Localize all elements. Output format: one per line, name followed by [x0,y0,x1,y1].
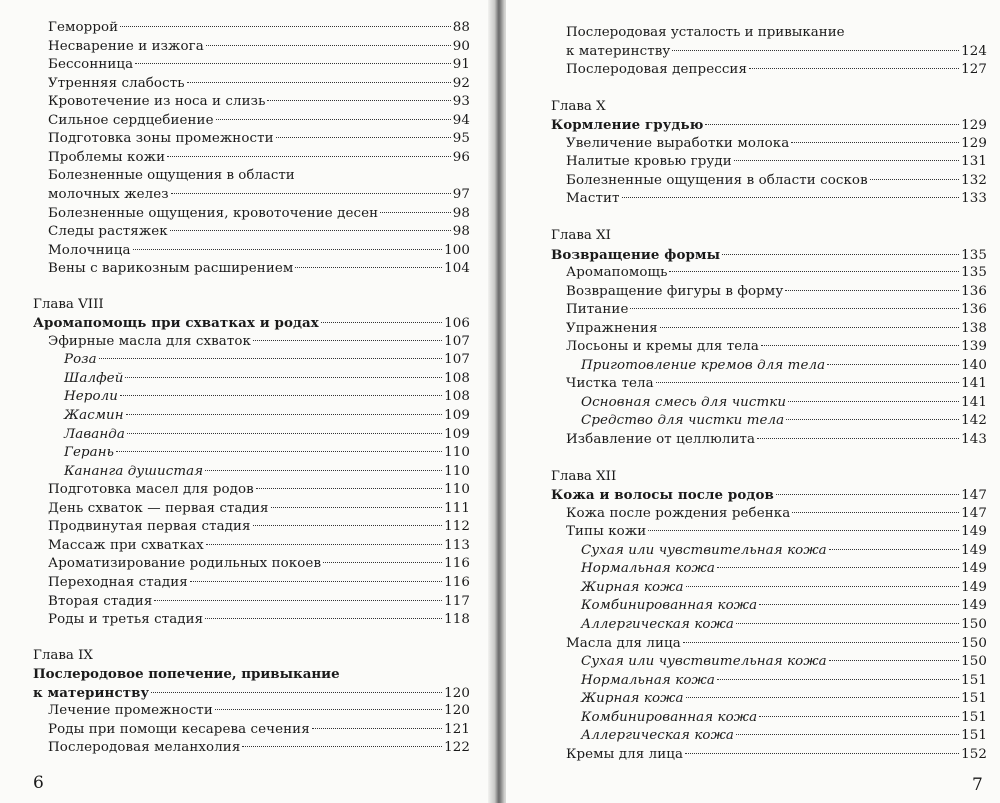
dot-leader [205,618,442,619]
dot-leader [736,734,959,735]
dot-leader [267,100,450,101]
left-page [0,0,494,803]
toc-page-number: 109 [444,408,470,423]
dot-leader [171,193,451,194]
toc-page-number: 135 [961,247,987,263]
toc-title: Нормальная кожа [581,561,715,577]
toc-title: молочных желез [48,186,169,202]
toc-page-number: 110 [444,482,470,498]
dot-leader [312,728,442,729]
dot-leader [125,377,442,378]
toc-page-number: 94 [452,112,470,128]
toc-title: Возвращение формы [551,246,721,263]
toc-page-number: 90 [452,38,470,54]
toc-title: Приготовление кремов для тела [581,357,826,373]
dot-leader [190,581,442,582]
toc-title: Кормление грудью [551,117,704,134]
dot-leader [256,488,442,489]
toc-entry [48,242,470,260]
toc-title: Возвращение фигуры в форму [566,283,784,299]
dot-leader [683,642,959,643]
toc-page-number: 106 [444,316,470,332]
dot-leader [786,419,959,420]
toc-subentry [64,388,470,406]
toc-page-number: 120 [444,703,470,719]
toc-entry [48,537,470,555]
toc-title: Болезненные ощущения, кровоточение десен [48,205,379,221]
toc-page-number: 147 [961,505,987,521]
dot-leader [120,26,451,27]
toc-section [551,246,987,264]
toc-section [33,684,470,702]
toc-page-number: 117 [444,593,470,609]
toc-title: Аллергическая кожа [581,728,735,744]
dot-leader [870,179,959,180]
toc-page-number: 149 [961,524,987,540]
toc-entry [48,593,470,611]
toc-subentry [581,672,987,690]
toc-title: Питание [566,302,629,318]
dot-leader [685,753,959,754]
toc-page-number: 143 [961,432,987,447]
toc-page-number: 116 [444,556,470,572]
toc-entry [48,574,470,592]
toc-subentry [64,426,470,444]
toc-title: Лаванда [64,426,125,442]
toc-entry [566,264,987,282]
toc-entry [48,186,470,204]
dot-leader [736,623,959,624]
toc-entry [48,500,470,518]
dot-leader [686,697,960,698]
toc-page-number: 149 [961,579,987,595]
toc-entry [566,153,987,171]
dot-leader [271,507,443,508]
toc-title: Средство для чистки тела [581,413,785,429]
dot-leader [253,525,443,526]
toc-title: Кремы для лица [566,746,684,762]
toc-title: Бессонница [48,57,134,73]
dot-leader [120,395,442,396]
toc-entry [48,611,470,629]
toc-page-number: 129 [961,135,987,151]
toc-entry [48,702,470,720]
dot-leader [126,414,442,415]
toc-title: Кожа после рождения ребенка [566,505,791,521]
toc-entry [48,260,470,278]
dot-leader [722,254,959,255]
toc-subentry [581,690,987,708]
toc-subentry [581,357,987,375]
toc-title: Роды при помощи кесарева сечения [48,721,310,737]
toc-entry [566,431,987,449]
toc-page-number: 129 [961,118,987,134]
dot-leader [154,600,442,601]
toc-page-number: 109 [444,426,470,442]
toc-subentry [581,727,987,745]
toc-page-number: 96 [452,149,470,165]
toc-title: Несварение и изжога [48,38,204,54]
section-title: Послеродовое попечение, привыкание [33,666,340,683]
dot-leader [206,544,442,545]
dot-leader [253,340,442,341]
toc-section [551,116,987,134]
toc-entry [48,739,470,757]
toc-entry [566,635,987,653]
toc-title: Кровотечение из носа и слизь [48,94,266,110]
toc-entry [566,505,987,523]
toc-title: Аллергическая кожа [581,616,735,632]
toc-entry [566,190,987,208]
toc-title: Переходная стадия [48,574,188,590]
toc-page-number: 107 [444,352,470,368]
toc-page-number: 124 [961,43,987,59]
toc-subentry [64,351,470,369]
toc-title: Сухая или чувствительная кожа [581,654,827,670]
toc-page-number: 150 [961,654,987,670]
toc-title: Основная смесь для чистки [581,394,787,410]
toc-page-number: 147 [961,488,987,504]
dot-leader [705,124,959,125]
dot-leader [135,63,451,64]
toc-page-number: 149 [961,542,987,558]
toc-entry [566,283,987,301]
dot-leader [323,562,442,563]
toc-page-number: 139 [961,339,987,355]
toc-page-number: 133 [961,191,987,207]
toc-subentry [581,709,987,727]
dot-leader [242,746,442,747]
toc-title: Герань [64,445,115,461]
toc-page-number: 98 [452,205,470,221]
dot-leader [295,267,442,268]
toc-entry [48,518,470,536]
toc-title: Чистка тела [566,376,654,392]
toc-text: Болезненные ощущения в области [48,168,295,184]
toc-title: Следы растяжек [48,224,168,240]
toc-title: Подготовка масел для родов [48,482,254,498]
dot-leader [660,327,960,328]
dot-leader [788,401,959,402]
toc-page-number: 135 [961,265,987,281]
dot-leader [717,679,959,680]
toc-entry [48,333,470,351]
toc-title: Жирная кожа [581,691,684,707]
toc-page-number: 151 [961,691,987,707]
dot-leader [205,470,442,471]
dot-leader [776,494,959,495]
toc-title: Вторая стадия [48,593,153,609]
toc-page-number: 98 [452,224,470,240]
toc-title: Продвинутая первая стадия [48,519,251,535]
toc-title: Масла для лица [566,635,681,651]
toc-page-number: 149 [961,561,987,577]
toc-title: Подготовка зоны промежности [48,131,274,147]
toc-page-number: 107 [444,333,470,349]
dot-leader [792,512,959,513]
toc-title: к материнству [33,684,150,701]
toc-entry [566,43,987,61]
toc-entry [566,338,987,356]
dot-leader [170,230,451,231]
toc-page-number: 108 [444,370,470,386]
toc-page-number: 149 [961,598,987,614]
toc-page-number: 152 [961,746,987,762]
toc-page-number: 104 [444,261,470,277]
dot-leader [630,308,959,309]
toc-title: Комбинированная кожа [581,598,758,614]
toc-title: Роды и третья стадия [48,612,204,628]
toc-entry [566,320,987,338]
dot-leader [759,604,959,605]
toc-title: Нормальная кожа [581,672,715,688]
toc-page-number: 151 [961,672,987,688]
toc-text: Послеродовая усталость и привыкание [566,25,845,40]
toc-title: Сильное сердцебиение [48,112,214,128]
toc-title: Упражнения [566,320,658,336]
toc-entry [566,375,987,393]
toc-title: Типы кожи [566,524,647,540]
toc-page-number: 95 [452,131,470,147]
dot-leader [321,322,442,323]
toc-title: Увеличение выработки молока [566,135,790,151]
dot-leader [791,142,959,143]
toc-title: Кананга душистая [64,463,204,479]
toc-title: День схваток — первая стадия [48,500,269,516]
toc-page-number: 113 [444,537,470,553]
dot-leader [380,212,451,213]
dot-leader [133,249,443,250]
dot-leader [167,156,451,157]
toc-page-number: 140 [961,357,987,373]
toc-title: Избавление от целлюлита [566,432,756,447]
toc-section [551,486,987,504]
toc-entry [48,481,470,499]
toc-page-number: 97 [452,186,470,202]
toc-entry [566,523,987,541]
chapter-heading: Глава XI [551,227,611,243]
toc-title: Комбинированная кожа [581,709,758,725]
dot-leader [276,137,451,138]
toc-page-number: 116 [444,574,470,590]
dot-leader [99,358,442,359]
toc-title: Вены с варикозным расширением [48,261,294,277]
toc-page-number: 132 [961,172,987,188]
toc-title: Нероли [64,389,118,405]
dot-leader [127,433,442,434]
dot-leader [829,549,959,550]
dot-leader [827,364,959,365]
dot-leader [672,50,959,51]
toc-page-number: 120 [444,685,470,701]
toc-page-number: 121 [444,721,470,737]
toc-page-number: 93 [452,94,470,110]
toc-page-number: 141 [961,394,987,410]
toc-title: Лечение промежности [48,703,213,719]
toc-subentry [581,412,987,430]
toc-title: Эфирные масла для схваток [48,333,251,349]
toc-subentry [64,463,470,481]
dot-leader [686,586,960,587]
toc-entry [48,205,470,223]
toc-title: Сухая или чувствительная кожа [581,542,827,558]
toc-entry [48,555,470,573]
toc-title: Аромапомощь при схватках и родах [33,315,319,332]
toc-page-number: 136 [961,283,987,299]
toc-title: Молочница [48,242,131,258]
toc-title: Утренняя слабость [48,75,185,91]
dot-leader [759,716,959,717]
dot-leader [669,271,959,272]
toc-page-number: 88 [452,20,470,35]
toc-title: Шалфей [64,370,124,386]
toc-page-number: 108 [444,389,470,405]
toc-subentry [581,597,987,615]
toc-title: Лосьоны и кремы для тела [566,339,759,355]
toc-page-number: 131 [961,154,987,170]
toc-subentry [581,560,987,578]
toc-entry [566,172,987,190]
toc-title: Проблемы кожи [48,149,166,165]
dot-leader [785,290,959,291]
toc-page-number: 138 [961,320,987,336]
toc-page-number: 150 [961,635,987,651]
toc-subentry [581,616,987,634]
right-page [506,0,1000,803]
dot-leader [116,451,442,452]
dot-leader [761,345,959,346]
toc-title: Аромапомощь [566,265,668,281]
page-number-right: 7 [972,775,983,795]
toc-title: Массаж при схватках [48,537,204,553]
toc-subentry [64,370,470,388]
dot-leader [734,160,959,161]
toc-page-number: 110 [444,463,470,479]
dot-leader [215,709,442,710]
toc-entry [48,56,470,74]
toc-title: Послеродовая депрессия [566,62,747,78]
toc-page-number: 111 [444,500,470,516]
toc-subentry [64,444,470,462]
toc-title: Жасмин [64,408,124,423]
dot-leader [187,82,451,83]
toc-page-number: 136 [961,302,987,318]
toc-entry [48,130,470,148]
toc-title: Мастит [566,191,620,207]
toc-title: Ароматизирование родильных покоев [48,556,322,572]
toc-subentry [64,407,470,425]
toc-entry [48,19,470,37]
toc-page-number: 92 [452,75,470,91]
dot-leader [757,438,959,439]
toc-title: к материнству [566,43,671,59]
toc-section [33,314,470,332]
toc-entry [566,61,987,79]
toc-page-number: 110 [444,445,470,461]
chapter-heading: Глава IX [33,647,93,663]
toc-title: Роза [64,352,97,368]
dot-leader [151,692,442,693]
toc-entry [48,721,470,739]
toc-title: Послеродовая меланхолия [48,740,241,756]
toc-subentry [581,542,987,560]
chapter-heading: Глава VIII [33,296,104,312]
toc-entry [48,75,470,93]
toc-subentry [581,579,987,597]
toc-entry [48,112,470,130]
dot-leader [717,567,959,568]
toc-entry [566,746,987,764]
toc-page-number: 100 [444,242,470,258]
toc-title: Геморрой [48,20,119,35]
toc-title: Кожа и волосы после родов [551,487,774,504]
toc-page-number: 151 [961,709,987,725]
toc-page-number: 142 [961,413,987,429]
toc-entry [566,301,987,319]
toc-page-number: 91 [452,57,470,73]
toc-entry [48,149,470,167]
toc-entry [48,93,470,111]
toc-page-number: 127 [961,62,987,78]
toc-page-number: 150 [961,616,987,632]
toc-page-number: 141 [961,376,987,392]
toc-entry [48,38,470,56]
toc-subentry [581,394,987,412]
toc-entry [566,135,987,153]
toc-page-number: 122 [444,740,470,756]
dot-leader [216,119,451,120]
dot-leader [622,197,960,198]
dot-leader [749,68,959,69]
toc-entry [48,223,470,241]
toc-title: Налитые кровью груди [566,154,732,170]
dot-leader [829,660,959,661]
toc-page-number: 112 [444,519,470,535]
dot-leader [648,530,959,531]
dot-leader [656,382,959,383]
toc-subentry [581,653,987,671]
dot-leader [206,45,451,46]
toc-title: Болезненные ощущения в области сосков [566,172,868,188]
toc-page-number: 151 [961,728,987,744]
page-number-left: 6 [33,773,44,793]
toc-title: Жирная кожа [581,579,684,595]
chapter-heading: Глава X [551,98,606,114]
chapter-heading: Глава XII [551,468,617,484]
toc-page-number: 118 [444,612,470,628]
